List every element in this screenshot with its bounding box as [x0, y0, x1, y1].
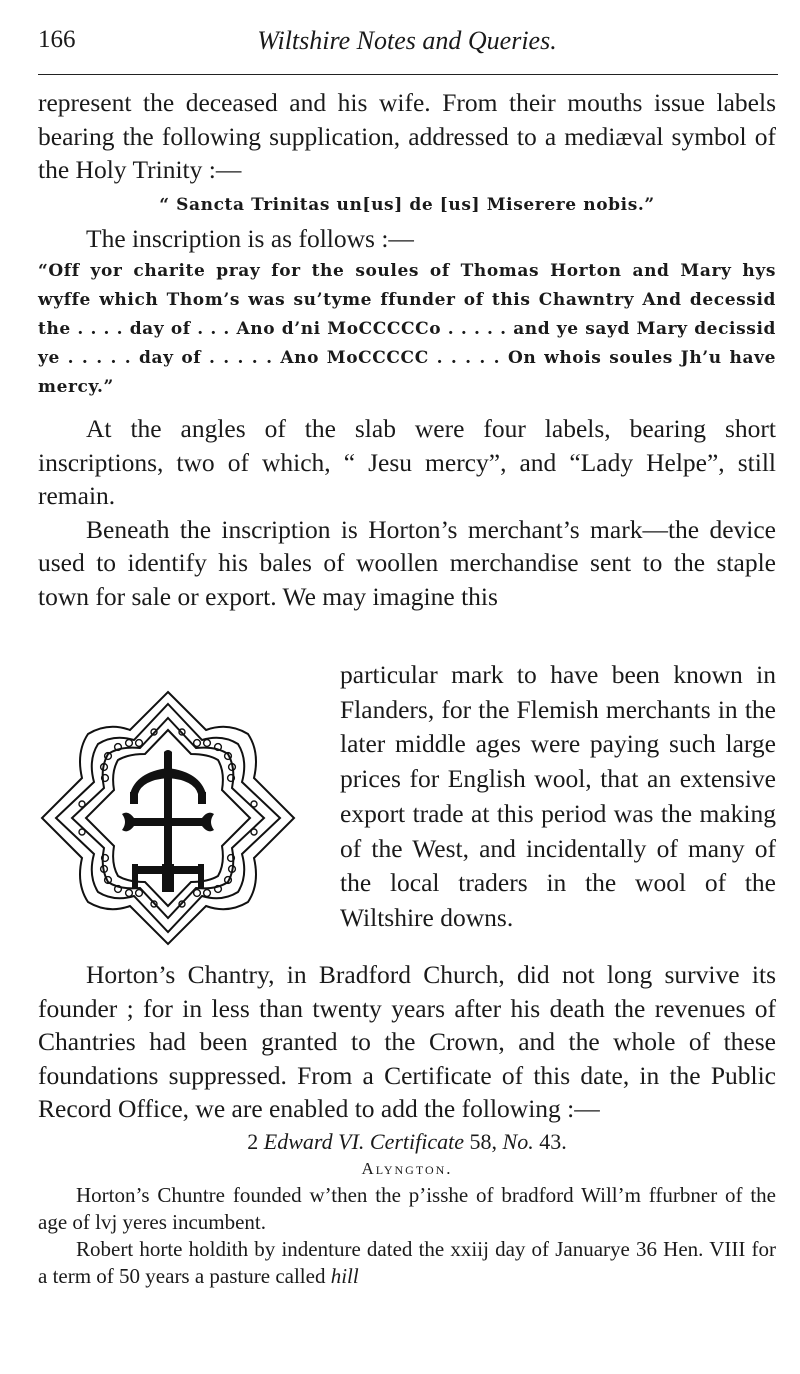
entry-chuntre: Horton’s Chuntre founded w’then the p’isshe of bradford Will’m ffurbner of the age of lvj yeres incumbent. [38, 1182, 776, 1234]
certificate-title: Edward VI. Certificate [263, 1128, 465, 1154]
entry-robert-italic: hill [330, 1263, 359, 1288]
entry-robert [38, 1236, 776, 1290]
page-header [38, 26, 776, 66]
certificate-reference [38, 1128, 776, 1156]
paragraph-chantry: Horton’s Chantry, in Bradford Church, did not long survive its founder ; for in less than twenty years after his death the revenues of Chantries had been granted to the Crown, and the whole of these foundations suppressed. From a Certificate of this date, in the Public Record Office, we are enabled to add the following :— [38, 960, 776, 1123]
paragraph-flanders: particular mark to have been known in Flanders, for the Flemish merchants in the later middle ages were paying such large prices for English wool, that an extensive export trade at this period was the making of the West, and incidentally of many of the local traders in the wool of the Wiltshire downs. [340, 660, 776, 932]
certificate-number: 58, [469, 1128, 498, 1154]
sancta-trinitas-label: “ Sancta Trinitas un[us] de [us] Miserere nobis.” [159, 194, 655, 215]
lower-text [38, 958, 776, 1290]
certificate-prefix: 2 [247, 1128, 259, 1154]
paragraph-beneath: Beneath the inscription is Horton’s merchant’s mark—the device used to identify his bales of woollen merchandise sent to the staple town for sale or export. We may imagine this [38, 514, 776, 611]
entry-robert-text: Robert horte holdith by indenture dated the xxiij day of Januarye 36 Hen. VIII for a term of 50 years a pasture called [38, 1236, 776, 1288]
paragraph-angles: At the angles of the slab were four labels, bearing short inscriptions, two of which, “ Jesu mercy”, and “Lady Helpe”, still remain. [38, 414, 776, 510]
certificate-no-value: 43. [539, 1128, 567, 1154]
inscription-text: “Off yor charite pray for the soules of Thomas Horton and Mary hys wyffe which Thom’s was su’tyme ffunder of this Chawntry And decessid the . . . . day of . . . Ano d’ni MoCCCCCo . . . . . and ye sayd Mary decissid ye . . . . . day of . . . . . Ano MoCCCCC . . . . . On whois soules Jh’u have mercy.” [38, 261, 776, 397]
paragraph-represent: represent the deceased and his wife. From their mouths issue labels bearing the following supplication, addressed to a mediæval symbol of the Holy Trinity :— [38, 88, 776, 184]
running-title: Wiltshire Notes and Queries. [257, 26, 557, 55]
inscription-intro: The inscription is as follows :— [86, 223, 414, 253]
page-number: 166 [38, 26, 76, 53]
upper-text [38, 86, 776, 613]
place-heading: Alyngton. [361, 1158, 453, 1178]
certificate-no-label: No. [502, 1128, 534, 1154]
wrapped-text [340, 658, 776, 936]
header-rule [38, 74, 778, 75]
merchants-mark-icon [38, 688, 298, 948]
